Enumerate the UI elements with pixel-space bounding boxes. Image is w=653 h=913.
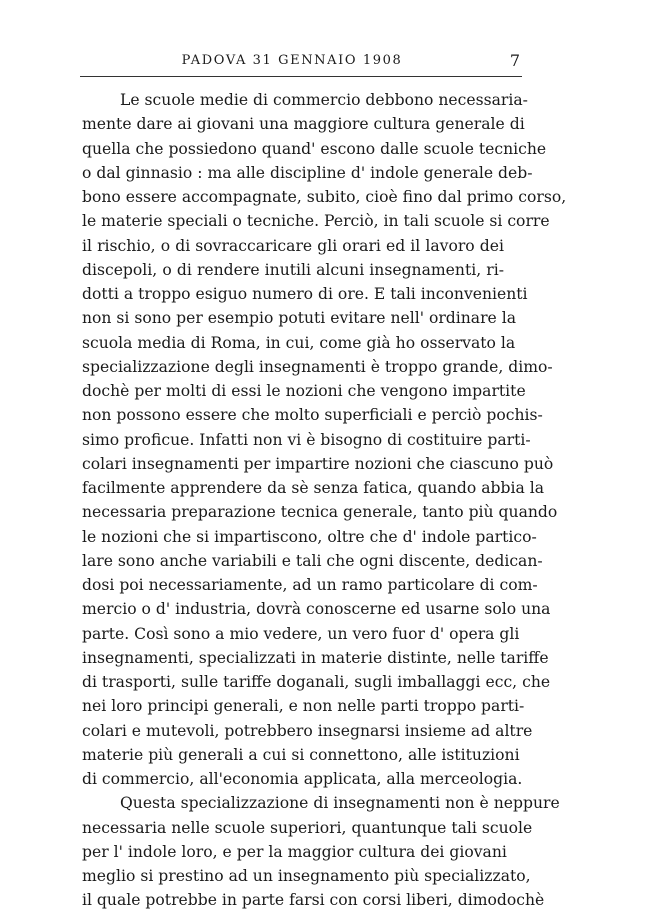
text-line: colari e mutevoli, potrebbero insegnarsi insieme ad altre — [82, 721, 533, 740]
text-line: simo proficue. Infatti non vi è bisogno di costituire parti- — [82, 430, 531, 449]
text-line: parte. Così sono a mio vedere, un vero fuor d' opera gli — [82, 624, 520, 643]
text-line: di commercio, all'economia applicata, alla merceologia. — [82, 770, 523, 788]
text-line: quella che possiedono quand' escono dalle scuole tecniche — [82, 139, 547, 158]
text-line: materie più generali a cui si connettono, alle istituzioni — [82, 745, 520, 764]
text-line: dotti a troppo esiguo numero di ore. E tali inconvenienti — [82, 285, 528, 303]
text-line: facilmente apprendere da sè senza fatica, quando abbia la — [82, 479, 545, 497]
text-line: mente dare ai giovani una maggiore cultura generale di — [82, 115, 525, 134]
page-header — [82, 50, 520, 72]
text-line: colari insegnamenti per impartire nozioni che ciascuno può — [82, 454, 554, 473]
running-title: PADOVA 31 GENNAIO 1908 — [181, 53, 403, 68]
text-line: dosi poi necessariamente, ad un ramo particolare di com- — [82, 576, 538, 594]
text-line: bono essere accompagnate, subito, cioè fino dal primo corso, — [82, 188, 567, 206]
text-line: il rischio, o di sovraccaricare gli orari ed il lavoro dei — [82, 236, 504, 255]
text-line: Le scuole medie di commercio debbono necessaria- — [120, 91, 528, 109]
text-line: per l' indole loro, e per la maggior cultura dei giovani — [82, 842, 507, 861]
text-line: le nozioni che si impartiscono, oltre che d' indole partico- — [82, 527, 537, 546]
text-line: non si sono per esempio potuti evitare nell' ordinare la — [82, 309, 517, 328]
text-line: o dal ginnasio : ma alle discipline d' indole generale deb- — [82, 163, 533, 182]
text-line: meglio si prestino ad un insegnamento più specializzato, — [82, 867, 531, 885]
text-line: non possono essere che molto superficiali e perciò pochis- — [82, 406, 543, 425]
text-line: mercio o d' industria, dovrà conoscerne ed usarne solo una — [82, 600, 551, 619]
text-line: Questa specializzazione di insegnamenti non è neppure — [120, 794, 560, 813]
text-line: scuola media di Roma, in cui, come già ho osservato la — [82, 333, 516, 352]
page-number: 7 — [509, 51, 520, 70]
text-line: specializzazione degli insegnamenti è troppo grande, dimo- — [82, 357, 553, 376]
text-line: dochè per molti di essi le nozioni che vengono impartite — [82, 382, 526, 400]
header-rule — [80, 76, 522, 77]
text-line: lare sono anche variabili e tali che ogni discente, dedican- — [82, 551, 543, 570]
text-line: insegnamenti, specializzati in materie distinte, nelle tariffe — [82, 648, 549, 667]
text-line: nei loro principi generali, e non nelle parti troppo parti- — [82, 697, 525, 716]
text-line: necessaria nelle scuole superiori, quantunque tali scuole — [82, 818, 533, 837]
text-line: le materie speciali o tecniche. Perciò, in tali scuole si corre — [82, 212, 550, 231]
body-text — [82, 88, 567, 913]
text-line: di trasporti, sulle tariffe doganali, sugli imballaggi ecc, che — [82, 673, 551, 691]
text-line: necessaria preparazione tecnica generale, tanto più quando — [82, 503, 558, 522]
text-line: il quale potrebbe in parte farsi con corsi liberi, dimodochè — [82, 891, 545, 910]
text-line: discepoli, o di rendere inutili alcuni insegnamenti, ri- — [82, 260, 504, 279]
